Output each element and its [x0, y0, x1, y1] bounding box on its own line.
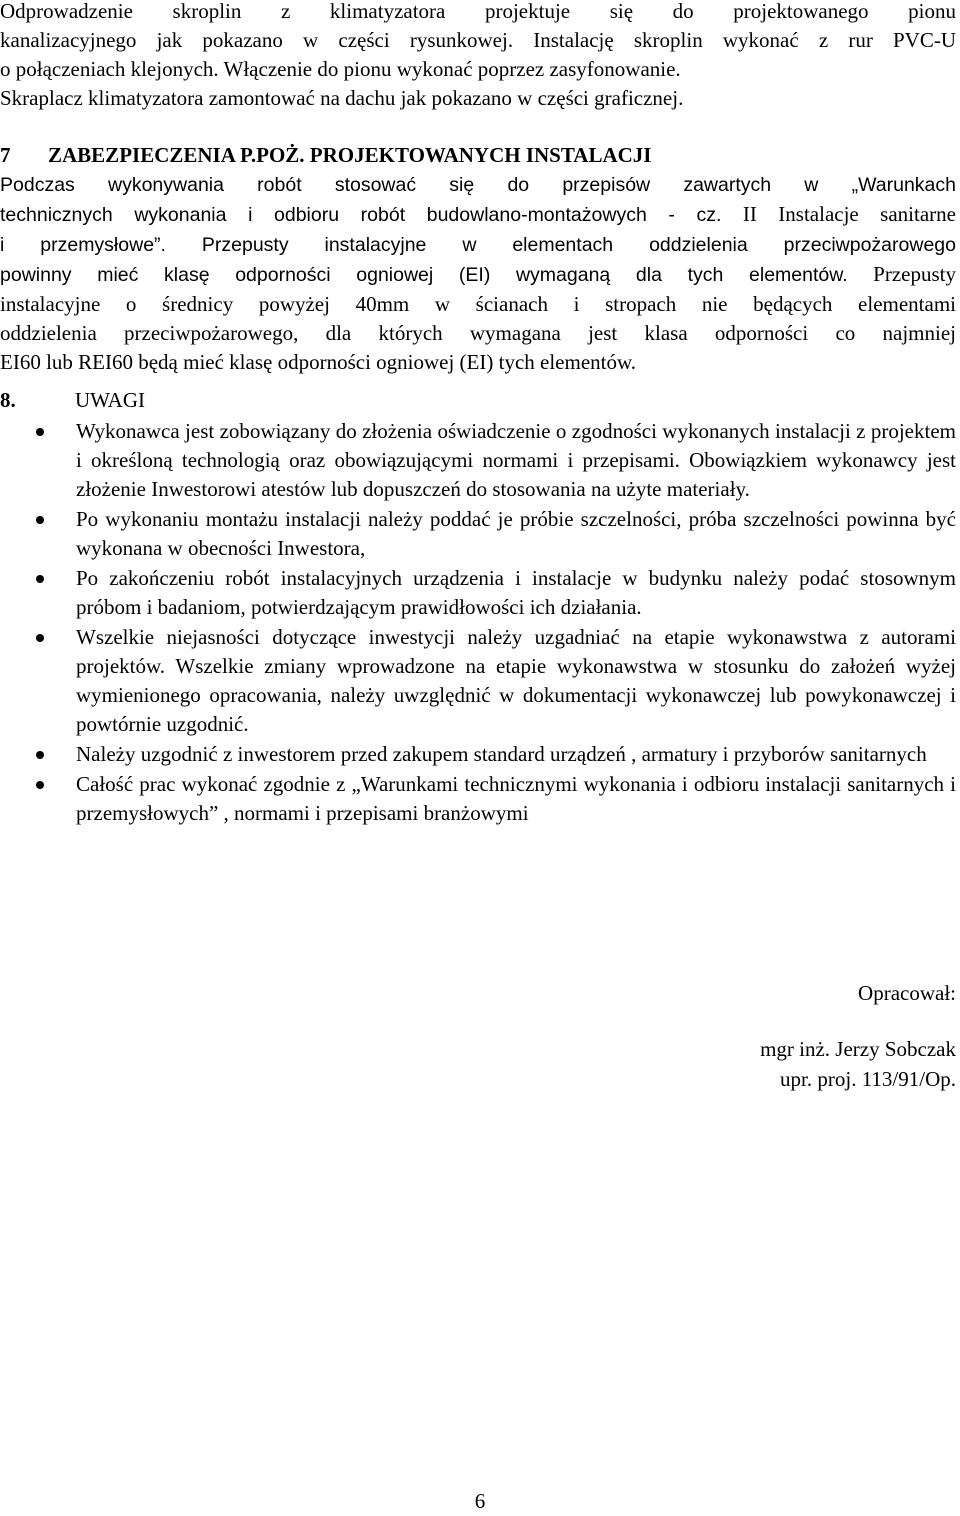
- list-item: [0, 623, 956, 739]
- section-7-line: instalacyjne o średnicy powyżej 40mm w ścianach i stropach nie będących elementami: [0, 292, 956, 316]
- list-item: [0, 505, 956, 563]
- section-7-line: technicznych wykonania i odbioru robót budowlano-montażowych - cz. II Instalacje sanitarne: [0, 202, 956, 226]
- section-7-heading: [0, 141, 900, 170]
- intro-line: Odprowadzenie skroplin z klimatyzatora projektuje się do projektowanego pionu: [0, 0, 956, 23]
- bullet-icon: [36, 634, 44, 642]
- section-7-line: Podczas wykonywania robót stosować się do przepisów zawartych w „Warunkach: [0, 174, 956, 196]
- signature-name: mgr inż. Jerzy Sobczak: [760, 1037, 956, 1061]
- remarks-list: [0, 417, 956, 828]
- intro-line: Skraplacz klimatyzatora zamontować na dachu jak pokazano w części graficznej.: [0, 86, 684, 110]
- bullet-icon: [36, 428, 44, 436]
- list-item: [0, 417, 956, 504]
- bullet-icon: [36, 781, 44, 789]
- intro-line: kanalizacyjnego jak pokazano w części rysunkowej. Instalację skroplin wykonać z rur PVC-U: [0, 28, 956, 52]
- list-item-text: Należy uzgodnić z inwestorem przed zakupem standard urządzeń , armatury i przyborów sanitarnych: [76, 742, 927, 766]
- section-8-heading: [0, 386, 900, 415]
- list-item: [0, 770, 956, 828]
- list-item-text: Całość prac wykonać zgodnie z „Warunkami technicznymi wykonania i odbioru instalacji sanitarnych i przemysłowych” , normami i przepisami branżowymi: [76, 772, 956, 825]
- signature-license: upr. proj. 113/91/Op.: [780, 1067, 956, 1091]
- section-7-paragraph: [0, 171, 956, 377]
- list-item-text: Wykonawca jest zobowiązany do złożenia oświadczenie o zgodności wykonanych instalacji z projektem i określoną technologią oraz obowiązującymi normami i przepisami. Obowiązkiem wykonawcy jest złożenie Inwestorowi atestów lub dopuszczeń do stosowania na użyte materiały.: [76, 419, 956, 501]
- section-7-title: ZABEZPIECZENIA P.POŻ. PROJEKTOWANYCH INSTALACJI: [48, 143, 652, 167]
- list-item-text: Po wykonaniu montażu instalacji należy poddać je próbie szczelności, próba szczelności powinna być wykonana w obecności Inwestora,: [76, 507, 956, 560]
- section-8-number: 8.: [0, 388, 16, 412]
- page-number: 6: [474, 1489, 486, 1513]
- list-item-text: Wszelkie niejasności dotyczące inwestycji należy uzgadniać na etapie wykonawstwa z autorami projektów. Wszelkie zmiany wprowadzone na etapie wykonawstwa w stosunku do założeń wyżej wymienionego opracowania, należy uwzględnić w dokumentacji wykonawczej lub powykonawczej i powtórnie uzgodnić.: [76, 625, 956, 736]
- signature-label: Opracował:: [858, 981, 956, 1005]
- intro-line: o połączeniach klejonych. Włączenie do pionu wykonać poprzez zasyfonowanie.: [0, 57, 681, 81]
- section-7-line: oddzielenia przeciwpożarowego, dla których wymagana jest klasa odporności co najmniej: [0, 321, 956, 345]
- list-item: [0, 564, 956, 622]
- section-8-title: UWAGI: [75, 388, 145, 412]
- section-7-number: 7: [0, 143, 11, 167]
- bullet-icon: [36, 516, 44, 524]
- bullet-icon: [36, 751, 44, 759]
- list-item: [0, 740, 956, 769]
- section-7-line: i przemysłowe”. Przepusty instalacyjne w elementach oddzielenia przeciwpożarowego: [0, 234, 956, 256]
- bullet-icon: [36, 575, 44, 583]
- list-item-text: Po zakończeniu robót instalacyjnych urządzenia i instalacje w budynku należy podać stosownym próbom i badaniom, potwierdzającym prawidłowości ich działania.: [76, 566, 956, 619]
- intro-paragraph: [0, 0, 956, 113]
- section-7-line: powinny mieć klasę odporności ogniowej (EI) wymaganą dla tych elementów. Przepusty: [0, 262, 956, 286]
- section-7-line: EI60 lub REI60 będą mieć klasę odporności ogniowej (EI) tych elementów.: [0, 350, 637, 374]
